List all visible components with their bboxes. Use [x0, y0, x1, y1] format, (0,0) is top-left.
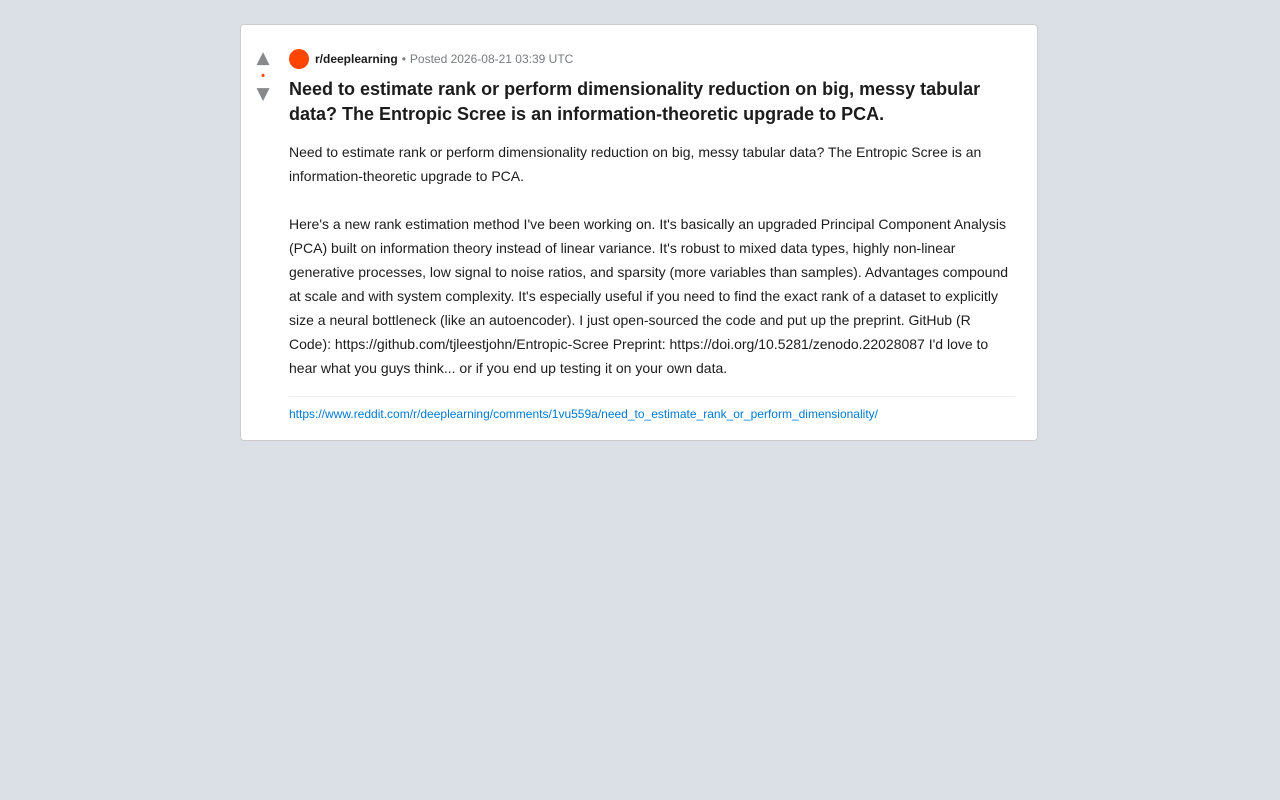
vote-score: • — [261, 70, 265, 82]
divider — [289, 396, 1015, 397]
upvote-icon[interactable]: ▲ — [256, 48, 270, 68]
post-card — [240, 24, 1038, 441]
meta-separator: • — [401, 52, 406, 66]
post-title[interactable]: Need to estimate rank or perform dimensionality reduction on big, messy tabular data? The Entropic Scree is an information-theoretic upgrade to PCA. — [289, 79, 981, 124]
post-body: Need to estimate rank or perform dimensionality reduction on big, messy tabular data? The Entropic Scree is an information-theoretic upgrade to PCA. Here's a new rank estimation method I've been working on. It's basically an upgraded Principal Component Analysis (PCA) built on information theory instead of linear variance. It's robust to mixed data types, highly non-linear generative processes, low signal to noise ratios, and sparsity (more variables than samples). Advantages compound at scale and with system complexity. It's especially useful if you need to find the exact rank of a dataset to explicitly size a neural bottleneck (like an autoencoder). I just open-sourced the code and put up the preprint. GitHub (R Code): https://github.com/tjleestjohn/Entropic-Scree Preprint: https://doi.org/10.5281/zenodo.22028087 I'd love to hear what you guys think... or if you end up testing it on your own data. — [289, 144, 1009, 376]
vote-column — [249, 49, 277, 103]
subreddit-icon[interactable] — [289, 49, 309, 69]
post-meta — [289, 48, 1015, 70]
subreddit-link[interactable]: r/deeplearning — [315, 52, 398, 66]
post-content — [289, 48, 1015, 422]
downvote-icon[interactable]: ▼ — [256, 84, 270, 104]
post-permalink[interactable]: https://www.reddit.com/r/deeplearning/comments/1vu559a/need_to_estimate_rank_or_perform_dimensionality/ — [289, 407, 878, 421]
post-timestamp: Posted 2026-08-21 03:39 UTC — [409, 52, 574, 66]
